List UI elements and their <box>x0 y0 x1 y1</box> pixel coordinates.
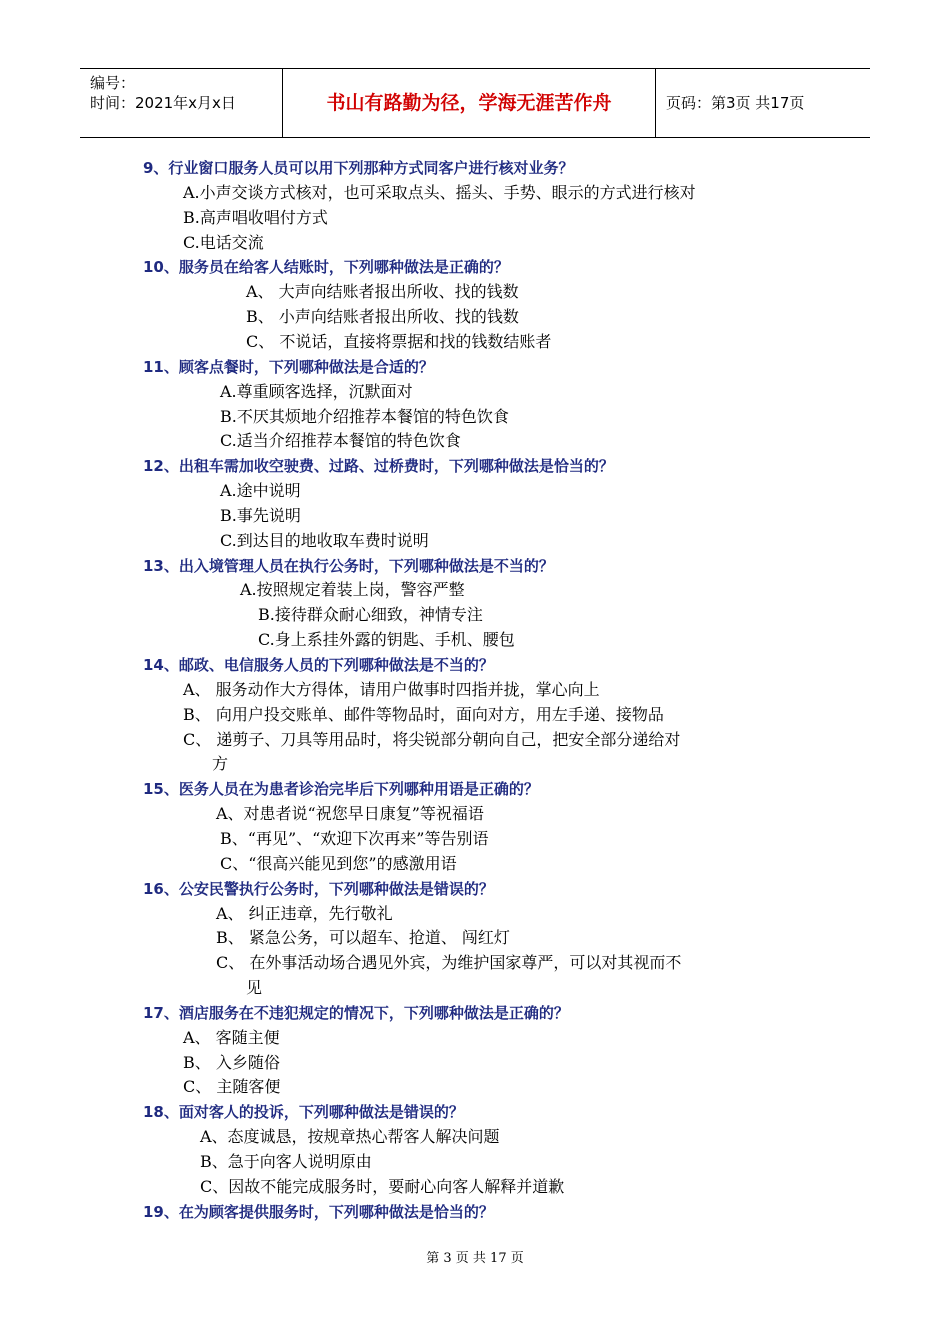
question-heading: 17、酒店服务在不违犯规定的情况下，下列哪种做法是正确的？ <box>143 1003 569 1022</box>
answer-option: B、 向用户投交账单、邮件等物品时，面向对方，用左手递、接物品 <box>183 704 664 724</box>
answer-option: C、 主随客便 <box>183 1077 281 1097</box>
question-heading: 19、在为顾客提供服务时，下列哪种做法是恰当的？ <box>143 1202 494 1221</box>
page-footer: 第 3 页 共 17 页 <box>426 1251 524 1266</box>
answer-option: B、 紧急公务，可以超车、抢道、 闯红灯 <box>216 928 510 948</box>
answer-option: B、 小声向结账者报出所收、找的钱数 <box>246 307 519 327</box>
answer-option: 见 <box>246 978 263 998</box>
answer-option: B.不厌其烦地介绍推荐本餐馆的特色饮食 <box>220 406 509 426</box>
answer-option: A、 客随主便 <box>183 1027 280 1047</box>
document-header <box>80 68 870 138</box>
answer-option: C、 在外事活动场合遇见外宾，为维护国家尊严，可以对其视而不 <box>216 953 682 973</box>
answer-option: B.高声唱收唱付方式 <box>183 207 328 227</box>
question-heading: 13、出入境管理人员在执行公务时，下列哪种做法是不当的？ <box>143 556 554 575</box>
answer-option: A.按照规定着装上岗，警容严整 <box>240 580 465 600</box>
answer-option: A.途中说明 <box>220 481 301 501</box>
question-heading: 9、行业窗口服务人员可以用下列那种方式同客户进行核对业务？ <box>143 159 574 177</box>
question-heading: 15、医务人员在为患者诊治完毕后下列哪种用语是正确的？ <box>143 780 539 799</box>
question-heading: 12、出租车需加收空驶费、过路、过桥费时，下列哪种做法是恰当的？ <box>143 457 614 476</box>
answer-option: C.身上系挂外露的钥匙、手机、腰包 <box>258 630 515 650</box>
answer-option: B、“再见”、“欢迎下次再来”等告别语 <box>220 828 489 848</box>
answer-option: B.事先说明 <box>220 505 301 525</box>
number-label: 编号： <box>90 74 136 92</box>
header-motto: 书山有路勤为径，学海无涯苦作舟 <box>283 69 656 137</box>
answer-option: A、态度诚恳，按规章热心帮客人解决问题 <box>200 1127 500 1147</box>
header-page-info: 页码：第3页 共17页 <box>666 94 805 112</box>
answer-option: A、 纠正违章，先行敬礼 <box>216 903 393 923</box>
time-label: 时间：2021年x月x日 <box>90 94 236 112</box>
answer-option: A、对患者说“祝您早日康复”等祝福语 <box>216 804 484 824</box>
answer-option: C.电话交流 <box>183 232 264 252</box>
answer-option: B、急于向客人说明原由 <box>200 1152 372 1171</box>
answer-option: A、 服务动作大方得体，请用户做事时四指并拢，掌心向上 <box>183 679 600 699</box>
question-heading: 16、公安民警执行公务时，下列哪种做法是错误的？ <box>143 879 494 898</box>
header-meta <box>80 69 283 137</box>
question-heading: 18、面对客人的投诉，下列哪种做法是错误的？ <box>143 1103 464 1122</box>
answer-option: C.到达目的地收取车费时说明 <box>220 530 429 550</box>
question-heading: 10、服务员在给客人结账时，下列哪种做法是正确的？ <box>143 258 509 277</box>
question-heading: 14、邮政、电信服务人员的下列哪种做法是不当的？ <box>143 656 494 674</box>
answer-option: B、 入乡随俗 <box>183 1052 280 1072</box>
answer-option: C、 递剪子、刀具等用品时，将尖锐部分朝向自己，把安全部分递给对 <box>183 729 681 749</box>
answer-option: C、“很高兴能见到您”的感激用语 <box>220 853 457 873</box>
answer-option: B.接待群众耐心细致，神情专注 <box>258 605 483 625</box>
question-heading: 11、顾客点餐时，下列哪种做法是合适的？ <box>143 357 434 376</box>
answer-option: A.尊重顾客选择，沉默面对 <box>220 381 413 401</box>
answer-option: 方 <box>212 754 229 774</box>
answer-option: C、 不说话，直接将票据和找的钱数结账者 <box>246 331 552 351</box>
answer-option: A、 大声向结账者报出所收、找的钱数 <box>246 282 519 302</box>
answer-option: C.适当介绍推荐本餐馆的特色饮食 <box>220 431 461 451</box>
answer-option: A.小声交谈方式核对，也可采取点头、摇头、手势、眼示的方式进行核对 <box>183 182 696 202</box>
answer-option: C、因故不能完成服务时，要耐心向客人解释并道歉 <box>200 1176 565 1196</box>
